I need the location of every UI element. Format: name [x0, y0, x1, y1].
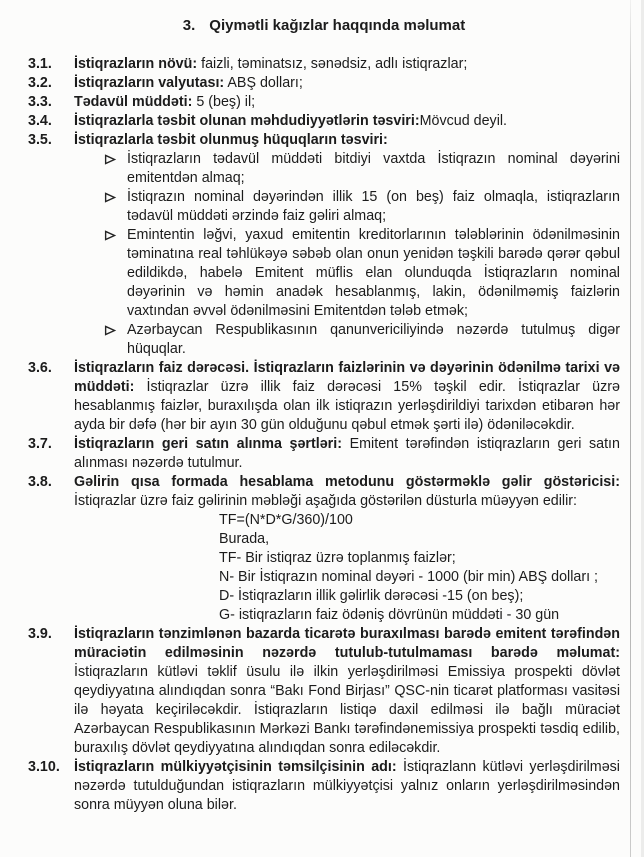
clause-label: İstiqrazlarla təsbit olunmuş hüquqların təsviri:	[74, 132, 388, 148]
formula-text: G- istiqrazların faiz ödəniş dövrünün müddəti - 30 gün	[219, 607, 560, 623]
clause-text	[74, 131, 620, 150]
clause-label: İstiqrazların valyutası:	[74, 75, 225, 91]
list-item-text: İstiqrazın nominal dəyərindən illik 15 (on beş) faiz olmaqla, istiqrazların tədavül müddəti ərzində faiz gəliri almaq;	[127, 189, 620, 224]
list-item	[74, 226, 620, 321]
arrowhead-bullet-icon	[104, 226, 127, 321]
formula-block	[74, 511, 620, 625]
clause-label: Gəlirin qısa formada hesablama metodunu göstərməklə gəlir göstəricisi:	[74, 474, 620, 490]
spacer	[28, 511, 74, 625]
scan-artifact-line	[630, 0, 631, 857]
formula-text: Burada,	[219, 531, 270, 547]
clause-3-5	[28, 131, 620, 150]
clause-value: ABŞ dolları;	[227, 75, 303, 91]
clause-number: 3.1.	[28, 56, 52, 72]
clause-3-9	[28, 625, 620, 758]
clause-value: İstiqrazlar üzrə illik faiz dərəcəsi 15% təşkil edir. İstiqrazlar üzrə hesablanmış faizlər, buraxılışda olan ilk istiqrazın yerləşdirildiyi tarixdən etibarən hər ayda bir dəfə (hər bir ayın 30 gün olduğunu qəbul etmək şərti ilə) ödəniləcəkdir.	[74, 379, 620, 433]
clause-3-3	[28, 93, 620, 112]
clause-text	[74, 74, 620, 93]
list-item-text: İstiqrazların tədavül müddəti bitdiyi vaxtda İstiqrazın nominal dəyərini emitentdən almaq;	[127, 151, 620, 186]
clause-number: 3.3.	[28, 94, 52, 110]
clause-value: İstiqrazlar üzrə faiz gəlirinin məbləği aşağıda göstərilən düsturla müəyyən edilir:	[74, 493, 578, 509]
clause-3-7	[28, 435, 620, 473]
clause-text	[74, 359, 620, 435]
formula-text: TF=(N*D*G/360)/100	[219, 512, 353, 528]
clause-3-5-bullets	[28, 150, 620, 359]
clause-number: 3.8.	[28, 474, 52, 490]
clause-label: İstiqrazların mülkiyyətçisinin təmsilçisinin adı:	[74, 759, 397, 775]
clause-3-8	[28, 473, 620, 511]
clause-value: 5 (beş) il;	[196, 94, 256, 110]
clause-value: Emitent tərəfindən istiqrazların geri satın alınması nəzərdə tutulmur.	[74, 436, 620, 471]
clause-value: faizli, təminatsız, sənədsiz, adlı istiqrazlar;	[201, 56, 468, 72]
clause-number: 3.7.	[28, 436, 52, 452]
clause-label: İstiqrazların tənzimlənən bazarda ticarətə buraxılması barədə emitent tərəfindən müraciətin edilməsinin nəzərdə tutulub-tutulmaması barədə məlumat:	[74, 626, 620, 661]
clause-text	[74, 625, 620, 758]
section-title	[28, 16, 620, 35]
bullet-list	[74, 150, 620, 359]
clause-number: 3.6.	[28, 360, 52, 376]
clause-number: 3.10.	[28, 759, 60, 775]
clause-text	[74, 55, 620, 74]
list-item-text: Azərbaycan Respublikasının qanunvericiliyində nəzərdə tutulmuş digər hüquqlar.	[127, 322, 620, 357]
clause-label: İstiqrazların geri satın alınma şərtləri:	[74, 436, 342, 452]
clause-value: İstiqrazlann kütləvi yerləşdirilməsi nəzərdə tutulduğundan istiqrazların mülkiyyətçisi yalnız onların yerləşdirilməsindən sonra müyyən oluna bilər.	[74, 759, 620, 813]
list-item-text: Emintentin ləğvi, yaxud emitentin kreditorlarının tələblərinin ödənilməsinin təminatına real təhlükəyə səbəb olan onun yenidən təşkili barədə qərər qəbul edildikdə, habelə Emitent müflis elan olunduqda İstiqrazların nominal dəyərinin və həmin anadək hesablanmış, lakin, ödənilməmiş faizlərin vaxtından əvvəl ödənilməsini Emitentdən tələb etmək;	[127, 227, 620, 319]
clause-number: 3.2.	[28, 75, 52, 91]
clause-number: 3.5.	[28, 132, 52, 148]
clause-text	[74, 112, 620, 131]
clause-text	[74, 93, 620, 112]
section-title-text: Qiymətli kağızlar haqqında məlumat	[209, 17, 466, 34]
formula-text: TF- Bir istiqraz üzrə toplanmış faizlər;	[219, 550, 456, 566]
section-number: 3.	[182, 17, 196, 34]
clause-text	[74, 758, 620, 815]
formula-text: D- İstiqrazların illik gəlirlik dərəcəsi -15 (on beş);	[219, 588, 524, 604]
arrowhead-bullet-icon	[104, 188, 127, 226]
clause-3-10	[28, 758, 620, 815]
arrowhead-bullet-icon	[104, 321, 127, 359]
clause-3-8-formula	[28, 511, 620, 625]
clause-3-6	[28, 359, 620, 435]
clause-label: İstiqrazların növü:	[74, 56, 198, 72]
list-item	[74, 150, 620, 188]
list-item	[74, 188, 620, 226]
clause-label: Tədavül müddəti:	[74, 94, 193, 110]
clause-text	[74, 473, 620, 511]
clause-number: 3.9.	[28, 626, 52, 642]
spacer	[28, 150, 74, 359]
clause-value: Mövcud deyil.	[419, 113, 508, 129]
clause-label: İstiqrazlarla təsbit olunan məhdudiyyətlərin təsviri:	[74, 113, 420, 129]
clause-3-2	[28, 74, 620, 93]
clause-text	[74, 435, 620, 473]
clause-3-1	[28, 55, 620, 74]
clause-number: 3.4.	[28, 113, 52, 129]
list-item	[74, 321, 620, 359]
clause-value: İstiqrazların kütləvi təklif üsulu ilə ilkin yerləşdirilməsi Emissiya prospekti dövlət qeydiyyatına alındıqdan sonra “Bakı Fond Birjası” QSC-nin ticarət platforması vasitəsi ilə həyata keçiriləcəkdir. İstiqrazların listiqə daxil edilməsi ilə bağlı müraciət Azərbaycan Respublikasının Mərkəzi Bankı tərəfindənemissiya prospekti təsdiq edilib, buraxılış dövlət qeydiyyatına alındıqdan sonra ediləcəkdir.	[74, 664, 620, 756]
arrowhead-bullet-icon	[104, 150, 127, 188]
clause-3-4	[28, 112, 620, 131]
clause-label: İstiqrazların faiz dərəcəsi. İstiqrazların faizlərinin və dəyərinin ödənilmə tarixi və müddəti:	[74, 360, 620, 395]
formula-text: N- Bir İstiqrazın nominal dəyəri - 1000 (bir min) ABŞ dolları ;	[219, 569, 599, 585]
